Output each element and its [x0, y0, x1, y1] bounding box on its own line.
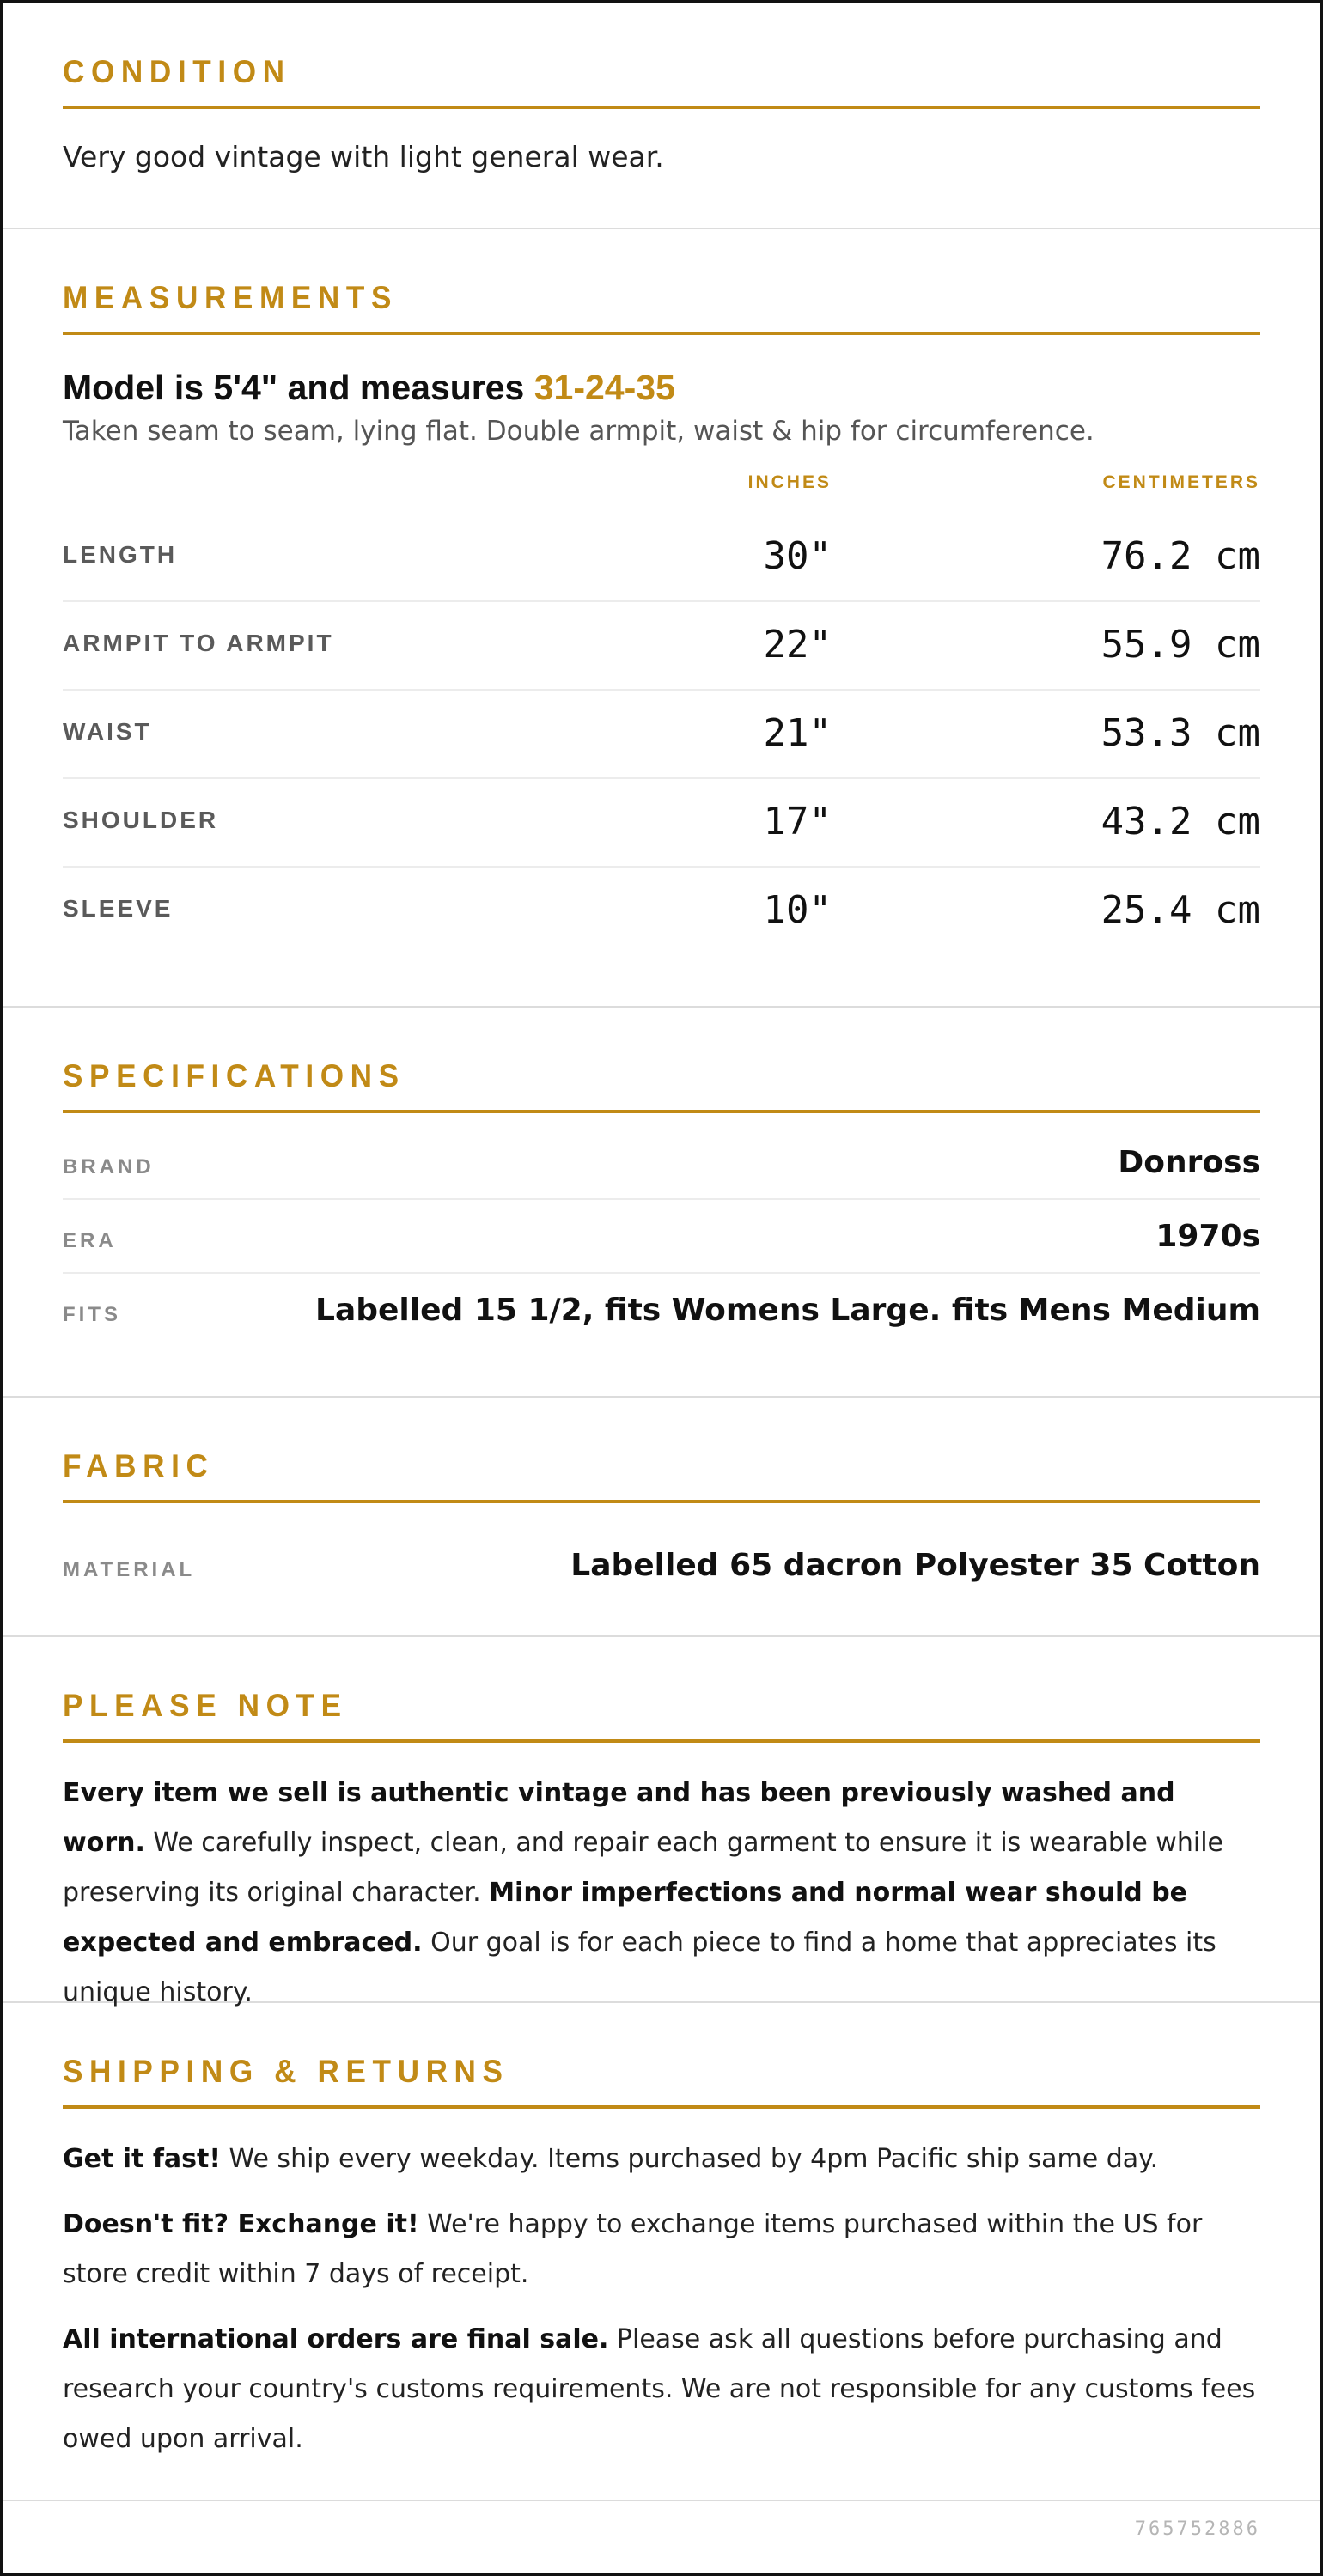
shipping-returns-divider [63, 2105, 1260, 2109]
table-row [63, 691, 1260, 779]
condition-text: Very good vintage with light general wear. [63, 140, 664, 174]
please-note-section [3, 1637, 1320, 2007]
measurement-label: SLEEVE [63, 895, 174, 922]
shipping-bold: Doesn't fit? Exchange it! [63, 2209, 419, 2239]
measurement-inches: 17" [763, 800, 832, 843]
fabric-title: FABRIC [63, 1448, 215, 1483]
note-text-1: We carefully inspect, clean, and repair each garment to ensure it is wearable while preserving its original character. [63, 1828, 1223, 1908]
condition-section [3, 3, 1320, 229]
please-note-divider [63, 1739, 1260, 1743]
spec-value: Labelled 15 1/2, fits Womens Large. fits Mens Medium [315, 1293, 1260, 1328]
note-bold-2: Minor imperfections and normal wear should be expected and embraced. [63, 1878, 1188, 1958]
note-bold-1: Every item we sell is authentic vintage and has been previously washed and worn. [63, 1778, 1175, 1858]
spec-value: Labelled 65 dacron Polyester 35 Cotton [570, 1548, 1260, 1583]
shipping-bold: All international orders are final sale. [63, 2324, 609, 2354]
please-note-text [63, 1769, 1260, 2018]
table-row [63, 602, 1260, 691]
measurements-title: MEASUREMENTS [63, 280, 399, 315]
measurement-label: SHOULDER [63, 807, 219, 833]
spec-label: ERA [63, 1229, 117, 1252]
column-header-centimeters: CENTIMETERS [1102, 472, 1260, 492]
model-measurements [63, 366, 1260, 409]
model-prefix: Model is 5'4" and measures [63, 368, 534, 407]
measurement-cm: 55.9 cm [1100, 623, 1260, 667]
condition-title: CONDITION [63, 54, 291, 89]
table-row [63, 514, 1260, 602]
model-measure-value: 31-24-35 [533, 368, 675, 407]
seam-note: Taken seam to seam, lying flat. Double armpit, waist & hip for circumference. [63, 416, 1094, 447]
measurements-table [63, 514, 1260, 954]
spec-label: MATERIAL [63, 1558, 196, 1581]
spec-value: 1970s [1155, 1219, 1260, 1254]
measurement-inches: 10" [763, 888, 832, 932]
spec-row-material [63, 1529, 1260, 1601]
spec-row-era [63, 1200, 1260, 1274]
shipping-returns-section [3, 2003, 1320, 2501]
product-id: 765752886 [1134, 2518, 1260, 2540]
specifications-section [3, 1008, 1320, 1398]
table-row [63, 779, 1260, 868]
measurement-cm: 53.3 cm [1100, 711, 1260, 755]
shipping-text: We're happy to exchange items purchased within the US for store credit within 7 days of receipt. [63, 2209, 1203, 2289]
specifications-list [63, 1126, 1260, 1346]
spec-row-brand [63, 1126, 1260, 1200]
column-header-inches: INCHES [747, 472, 832, 492]
shipping-paragraph-international [63, 2315, 1260, 2464]
spec-label: BRAND [63, 1155, 155, 1178]
measurement-inches: 22" [763, 623, 832, 667]
fabric-divider [63, 1500, 1260, 1503]
measurement-cm: 43.2 cm [1100, 800, 1260, 843]
shipping-paragraph-exchange [63, 2200, 1260, 2299]
shipping-returns-body [63, 2134, 1260, 2464]
specifications-divider [63, 1110, 1260, 1113]
measurement-inches: 21" [763, 711, 832, 755]
condition-divider [63, 106, 1260, 109]
please-note-title: PLEASE NOTE [63, 1688, 348, 1723]
measurement-label: ARMPIT TO ARMPIT [63, 630, 334, 656]
specifications-title: SPECIFICATIONS [63, 1058, 405, 1093]
spec-label: FITS [63, 1303, 121, 1326]
fabric-list [63, 1529, 1260, 1601]
shipping-bold: Get it fast! [63, 2144, 221, 2174]
measurements-table-header [63, 472, 1260, 507]
table-row [63, 868, 1260, 954]
note-text-2: Our goal is for each piece to find a home that appreciates its unique history. [63, 1927, 1216, 2007]
spec-row-fits [63, 1274, 1260, 1346]
measurement-label: WAIST [63, 718, 152, 745]
measurement-inches: 30" [763, 534, 832, 578]
measurement-cm: 76.2 cm [1100, 534, 1260, 578]
fabric-section [3, 1398, 1320, 1637]
shipping-text: We ship every weekday. Items purchased by 4pm Pacific ship same day. [221, 2144, 1159, 2174]
measurement-cm: 25.4 cm [1100, 888, 1260, 932]
measurements-divider [63, 332, 1260, 335]
shipping-text: Please ask all questions before purchasing and research your country's customs requirements. We are not responsible for any customs fees owed upon arrival. [63, 2324, 1256, 2454]
shipping-paragraph-fast [63, 2134, 1260, 2184]
spec-value: Donross [1118, 1145, 1260, 1180]
measurements-section [3, 229, 1320, 1008]
shipping-returns-title: SHIPPING & RETURNS [63, 2054, 509, 2089]
measurement-label: LENGTH [63, 541, 178, 568]
